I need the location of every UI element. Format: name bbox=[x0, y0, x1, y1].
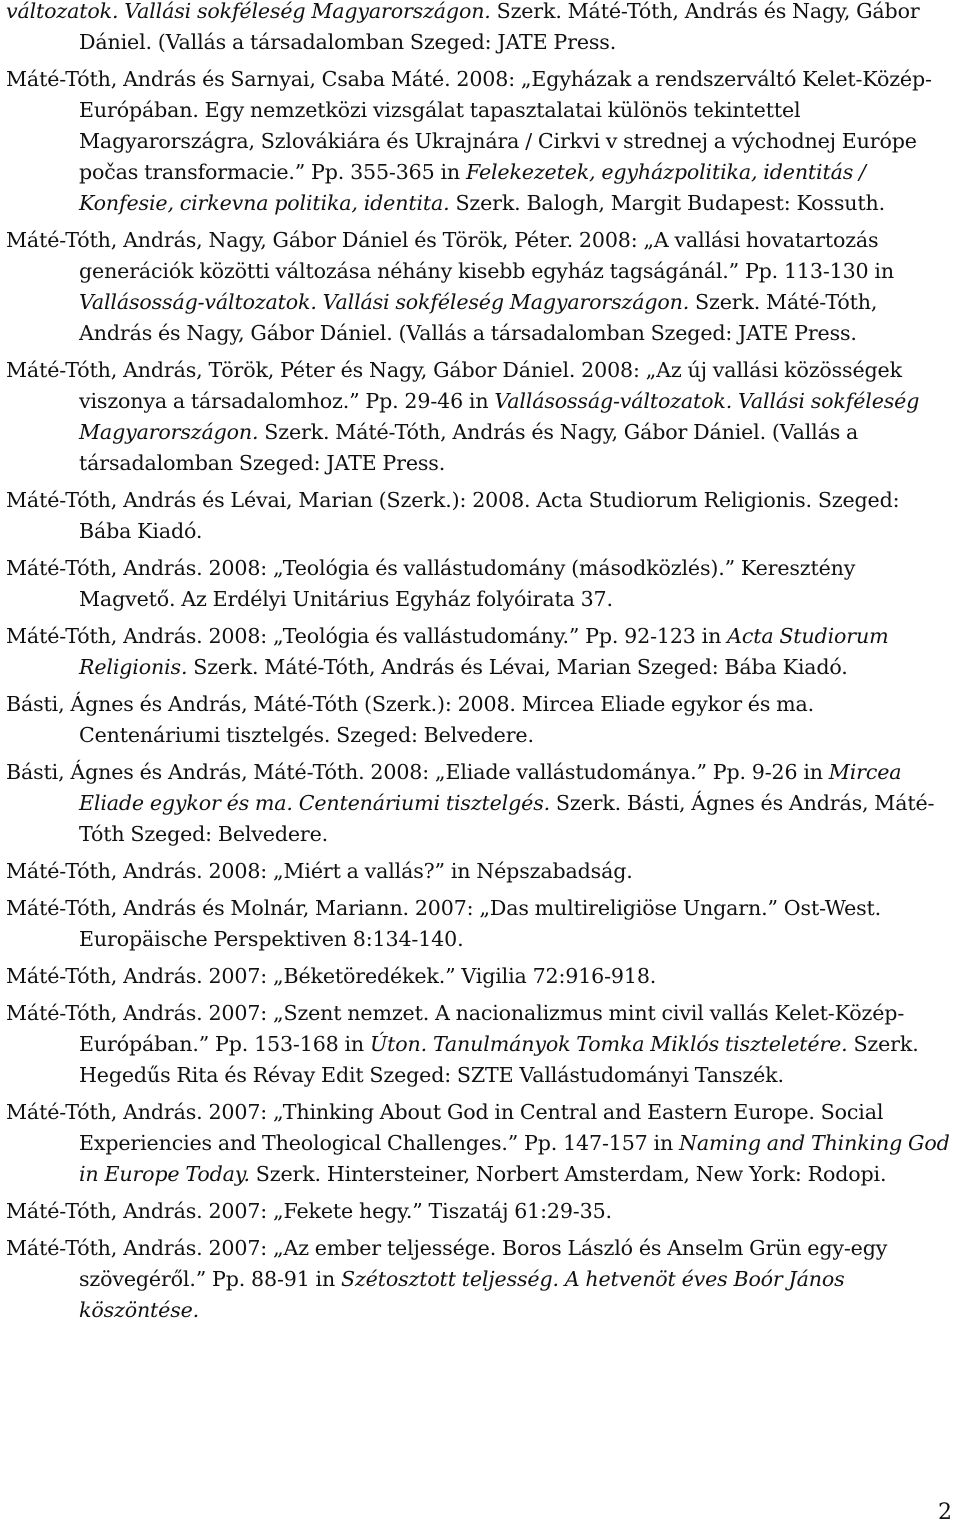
entry-title-italic: változatok. Vallási sokféleség Magyarországon. bbox=[6, 0, 491, 23]
entry-text: Máté-Tóth, András. 2008: „Miért a vallás?” in Népszabadság. bbox=[6, 859, 633, 883]
bibliography-entry bbox=[6, 856, 956, 887]
bibliography-entry bbox=[6, 757, 956, 850]
bibliography-entry bbox=[6, 64, 956, 219]
bibliography-page bbox=[6, 0, 956, 1332]
entry-text: Máté-Tóth, András. 2007: „Az ember teljessége. Boros László és Anselm Grün egy-egy szövegéről.” Pp. 88-91 in bbox=[6, 1236, 888, 1291]
entry-title-italic: Felekezetek, egyházpolitika, identitás / Konfesie, cirkevna politika, identita. bbox=[79, 160, 866, 215]
entry-text: Máté-Tóth, András, Nagy, Gábor Dániel és Török, Péter. 2008: „A vallási hovatartozás generációk közötti változása néhány kisebb egyház tagságánál.” Pp. 113-130 in bbox=[6, 228, 894, 283]
entry-text: Szerk. Hegedűs Rita és Révay Edit Szeged: SZTE Vallástudományi Tanszék. bbox=[79, 1032, 919, 1087]
bibliography-entry bbox=[6, 1196, 956, 1227]
bibliography-entry bbox=[6, 961, 956, 992]
bibliography-entry bbox=[6, 225, 956, 349]
entry-text: Szerk. Hintersteiner, Norbert Amsterdam, New York: Rodopi. bbox=[249, 1162, 887, 1186]
entry-text: Máté-Tóth, András. 2008: „Teológia és vallástudomány.” Pp. 92-123 in bbox=[6, 624, 728, 648]
bibliography-list bbox=[6, 0, 956, 1326]
entry-title-italic: Vallásosság-változatok. Vallási sokféleség Magyarországon. bbox=[79, 290, 690, 314]
bibliography-entry bbox=[6, 689, 956, 751]
entry-title-italic: Acta Studiorum Religionis. bbox=[79, 624, 889, 679]
entry-text: Szerk. Máté-Tóth, András és Nagy, Gábor Dániel. (Vallás a társadalomban Szeged: JATE Press. bbox=[79, 420, 859, 475]
entry-text: Szerk. Balogh, Margit Budapest: Kossuth. bbox=[449, 191, 886, 215]
bibliography-entry bbox=[6, 621, 956, 683]
entry-text: Szerk. Máté-Tóth, András és Nagy, Gábor Dániel. (Vallás a társadalomban Szeged: JATE Press. bbox=[79, 290, 878, 345]
entry-title-italic: Szétosztott teljesség. A hetvenöt éves Boór János köszöntése. bbox=[79, 1267, 845, 1322]
entry-text: Básti, Ágnes és András, Máté-Tóth. 2008: „Eliade vallástudománya.” Pp. 9-26 in bbox=[6, 760, 829, 784]
entry-title-italic: Naming and Thinking God in Europe Today. bbox=[79, 1131, 950, 1186]
page-number: 2 bbox=[938, 1500, 952, 1525]
entry-text: Básti, Ágnes és András, Máté-Tóth (Szerk.): 2008. Mircea Eliade egykor és ma. Centenáriumi tisztelgés. Szeged: Belvedere. bbox=[6, 692, 815, 747]
bibliography-entry bbox=[6, 893, 956, 955]
entry-title-italic: Úton. Tanulmányok Tomka Miklós tiszteletére. bbox=[369, 1032, 848, 1056]
entry-text: Máté-Tóth, András. 2007: „Szent nemzet. A nacionalizmus mint civil vallás Kelet-Közép-Európában.” Pp. 153-168 in bbox=[6, 1001, 905, 1056]
entry-text: Máté-Tóth, András, Török, Péter és Nagy, Gábor Dániel. 2008: „Az új vallási közösségek viszonya a társadalomhoz.” Pp. 29-46 in bbox=[6, 358, 902, 413]
bibliography-entry bbox=[6, 355, 956, 479]
entry-text: Szerk. Máté-Tóth, András és Lévai, Marian Szeged: Bába Kiadó. bbox=[187, 655, 848, 679]
entry-text: Máté-Tóth, András. 2007: „Béketöredékek.” Vigilia 72:916-918. bbox=[6, 964, 657, 988]
entry-title-italic: Mircea Eliade egykor és ma. Centenáriumi tisztelgés. bbox=[79, 760, 902, 815]
entry-text: Máté-Tóth, András. 2008: „Teológia és vallástudomány (másodközlés).” Keresztény Magvető. Az Erdélyi Unitárius Egyház folyóirata 37. bbox=[6, 556, 856, 611]
bibliography-entry bbox=[6, 553, 956, 615]
entry-text: Máté-Tóth, András. 2007: „Fekete hegy.” Tiszatáj 61:29-35. bbox=[6, 1199, 612, 1223]
bibliography-entry bbox=[6, 0, 956, 58]
entry-text: Máté-Tóth, András. 2007: „Thinking About God in Central and Eastern Europe. Social Experiencies and Theological Challenges.” Pp. 147-157 in bbox=[6, 1100, 884, 1155]
entry-text: Máté-Tóth, András és Sarnyai, Csaba Máté. 2008: „Egyházak a rendszerváltó Kelet-Közép-Európában. Egy nemzetközi vizsgálat tapasztalatai különös tekintettel Magyarországra, Szlovákiára és Ukrajnára / Cirkvi v strednej a východnej Európe počas transformacie.” Pp. 355-365 in bbox=[6, 67, 932, 184]
bibliography-entry bbox=[6, 998, 956, 1091]
entry-title-italic: Vallásosság-változatok. Vallási sokféleség Magyarországon. bbox=[79, 389, 920, 444]
entry-text: Máté-Tóth, András és Lévai, Marian (Szerk.): 2008. Acta Studiorum Religionis. Szeged: Bába Kiadó. bbox=[6, 488, 900, 543]
entry-text: Szerk. Máté-Tóth, András és Nagy, Gábor Dániel. (Vallás a társadalomban Szeged: JATE Press. bbox=[79, 0, 920, 54]
bibliography-entry bbox=[6, 485, 956, 547]
entry-text: Máté-Tóth, András és Molnár, Mariann. 2007: „Das multireligiöse Ungarn.” Ost-West. Europäische Perspektiven 8:134-140. bbox=[6, 896, 882, 951]
bibliography-entry bbox=[6, 1233, 956, 1326]
entry-text: Szerk. Básti, Ágnes és András, Máté-Tóth Szeged: Belvedere. bbox=[79, 791, 935, 846]
bibliography-entry bbox=[6, 1097, 956, 1190]
